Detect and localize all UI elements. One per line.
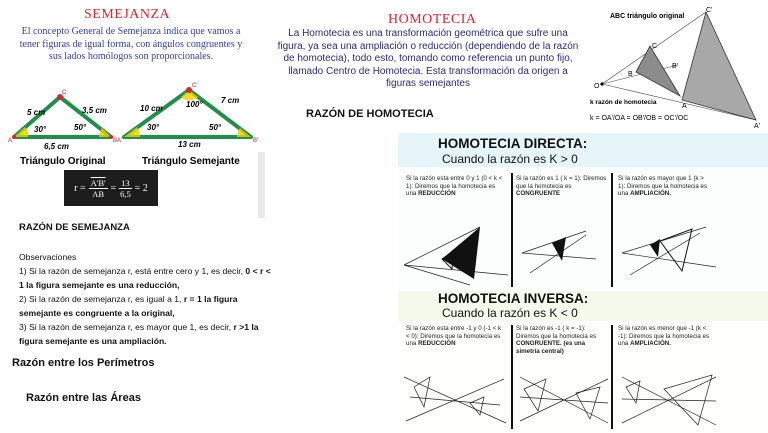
razon-homotecia-title: RAZÓN DE HOMOTECIA [306,108,434,120]
triangle-original [14,97,111,137]
triangle-original [636,46,680,96]
razon-perimetros: Razón entre los Perímetros [12,357,155,369]
vertex-label: B [113,138,118,144]
inversa-diagrams [400,367,766,431]
angle-label: 100° [186,100,203,109]
homotecia-intro: La Homotecia es una transformación geométrica que sufre una figura, ya sea una ampliación o reducción (dependiendo de la razón de homotecia), todo esto, tomando como referencia un punto fijo, llamado Centro de Homotecia. Esta transformación da origen a figuras semejantes [277,28,579,89]
inversa-cell-ampliacion: Si la razón es menor que -1 (k < -1): Diremos que la homotecia es una AMPLIACIÓN. [618,325,710,347]
formula-num: A'B' [90,177,106,188]
homotecia-figure [588,4,764,132]
inversa-title: HOMOTECIA INVERSA: [438,291,589,306]
vertex-label: A' [754,123,761,130]
diagram-triangle [442,227,480,279]
inversa-cell-reduccion: Si la razón esta entre -1 y 0 (-1 < k < 0): Diremos que la homotecia es una REDUCCIÓN [406,325,502,347]
caption-original: Triángulo Original [20,156,106,167]
vertex-label: C' [192,83,198,89]
homotecia-title: HOMOTECIA [388,12,477,27]
fig-razon-label: k razón de homotecia [590,99,657,106]
razon-formula [64,170,158,206]
formula-lhs: r = [74,182,86,194]
vertex-label: O [594,83,600,90]
directa-title: HOMOTECIA DIRECTA: [438,136,588,151]
side-label: 10 cm [140,104,163,113]
vertex-label: A [682,103,687,110]
diagram-triangle [650,239,660,257]
obs-item: 2) Si la razón de semejanza r, es igual a 1, r = 1 la figura semejante es congruente a la original, [19,294,238,318]
directa-diagrams [400,213,766,289]
similar-triangles-figure [8,80,268,170]
directa-cell-congruente: Si la razón es 1 ( k = 1): Diremos que la homotecia es CONGRUENTE [516,175,607,197]
vertex-label: A [8,138,13,144]
side-label: 13 cm [178,140,201,149]
angle-label: 50° [74,123,87,132]
angle-label: 30° [147,123,160,132]
caption-similar: Triángulo Semejante [142,156,240,167]
side-label: 5 cm [27,108,46,117]
diagram-triangle [660,229,692,271]
semejanza-title: SEMEJANZA [84,7,171,22]
homotecia-directa-panel [398,133,768,291]
homotecia-inversa-panel [398,291,768,433]
vertex-label: B' [672,63,679,70]
vertex-label: C' [706,7,713,14]
directa-cell-reduccion: Si la razón esta entre 0 y 1 (0 < k < 1): Diremos que la homotecia es una REDUCCIÓN [406,175,503,197]
side-label: 3,5 cm [82,106,107,115]
obs-item: 1) Si la razón de semejanza r, está entre cero y 1, es decir, 0 < r < 1 la figura semejante es una reducción, [19,266,271,290]
semejanza-intro: El concepto General de Semejanza indica que vamos a tener figuras de igual forma, con ángulos congruentes y sus lados homólogos son proporcionales. [19,26,243,62]
vertex-label: B [628,71,633,78]
angle-label: 30° [34,125,47,134]
obs-title: Observaciones [19,252,77,262]
razon-semejanza-title: RAZÓN DE SEMEJANZA [19,222,130,233]
obs-item: 3) Si la razón de semejanza r, es mayor que 1, es decir, r >1 la figura semejante es una ampliación. [19,322,259,346]
razon-areas: Razón entre las Áreas [26,392,141,404]
side-label: 6,5 cm [44,142,69,151]
directa-cell-ampliacion: Si la razón es mayor que 1 (k > 1): Diremos que la homotecia es una AMPLIACIÓN. [618,175,708,197]
inversa-subtitle: Cuando la razón es K < 0 [442,306,578,320]
observaciones [19,250,271,348]
formula-num: 13 [121,177,130,188]
diagram-triangle [552,237,566,261]
vertex-label: C [652,43,658,50]
inversa-cell-congruente: Si la razón es -1 ( k = -1): Diremos que la homotecia es CONGRUENTE. (es una simetría central) [516,325,597,355]
angle-marker [124,127,140,137]
vertex-label: B' [253,138,259,144]
formula-den: AB [92,188,104,199]
vertex-dot [12,135,16,139]
vertex-label: A' [117,138,123,144]
formula-eq: = [110,182,117,194]
triangle-image [682,12,756,120]
center-point [600,82,603,85]
side-label: 7 cm [221,96,240,105]
vertex-label: C [62,90,67,96]
formula-result: = 2 [134,182,148,194]
divider-strip [258,152,265,218]
fig-formula: k = OA'/OA = OB'/OB = OC'/OC [590,115,689,122]
formula-den: 6,5 [120,188,131,199]
fig-label: ABC triángulo original [610,13,685,20]
angle-label: 50° [209,123,222,132]
directa-subtitle: Cuando la razón es K > 0 [442,152,578,166]
